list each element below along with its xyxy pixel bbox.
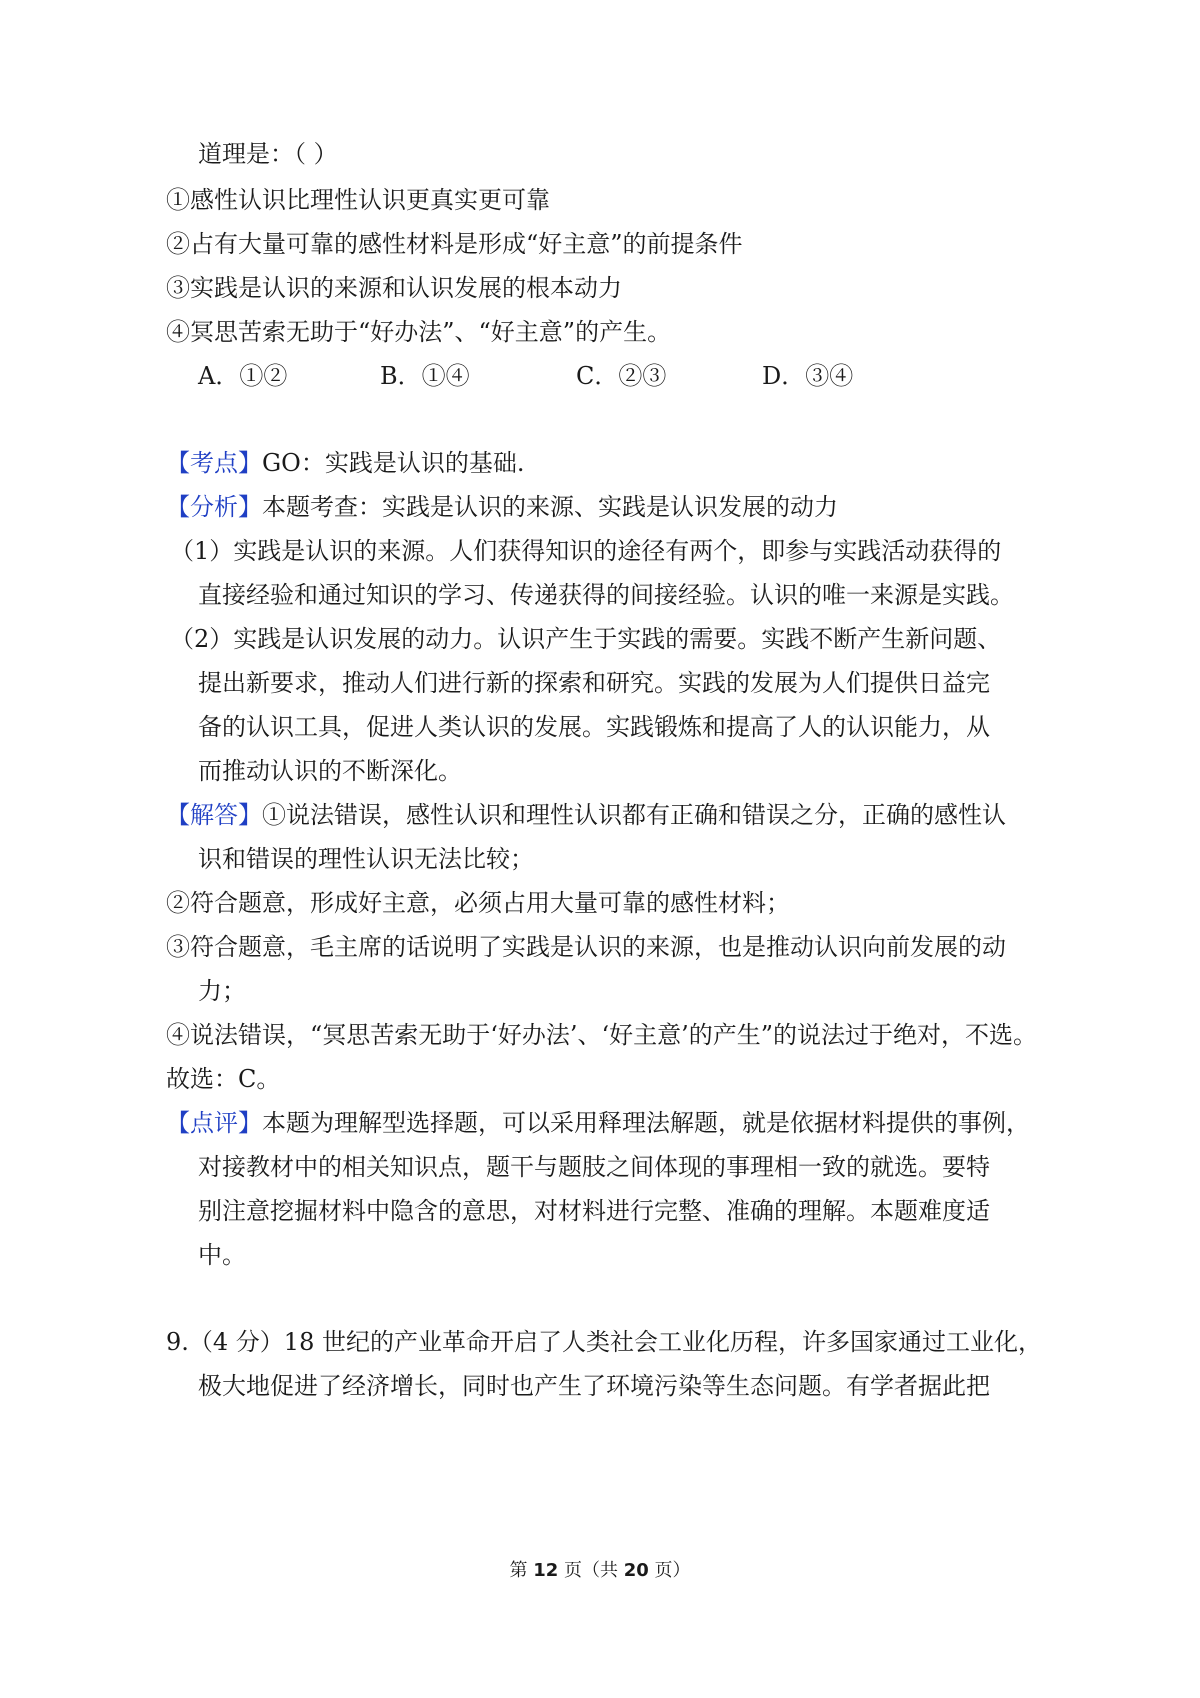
- jieda-paragraph-line: ③符合题意，毛主席的话说明了实践是认识的来源，也是推动认识向前发展的动: [166, 933, 1006, 961]
- kaodian-text: GO：实践是认识的基础.: [262, 449, 525, 477]
- next-question-line: 9.（4 分）18 世纪的产业革命开启了人类社会工业化历程，许多国家通过工业化，: [166, 1328, 1042, 1356]
- dianping-tag: 【点评】: [166, 1109, 262, 1137]
- statement-2: ②占有大量可靠的感性材料是形成“好主意”的前提条件: [166, 230, 743, 258]
- statement-1: ①感性认识比理性认识更真实更可靠: [166, 186, 550, 214]
- page-footer: [0, 1559, 1200, 1583]
- footer-prefix: 第: [509, 1560, 534, 1581]
- jieda-tag: 【解答】: [166, 801, 262, 829]
- kaodian-line: [166, 447, 524, 479]
- fenxi-text: 本题考查：实践是认识的来源、实践是认识发展的动力: [262, 493, 838, 521]
- jieda-paragraph-line: 识和错误的理性认识无法比较；: [198, 845, 534, 873]
- jieda-answer: 故选：C。: [166, 1065, 281, 1093]
- statement-3: ③实践是认识的来源和认识发展的根本动力: [166, 274, 622, 302]
- dianping-paragraph-line: 对接教材中的相关知识点，题干与题肢之间体现的事理相一致的就选。要特: [198, 1153, 990, 1181]
- jieda-text: ①说法错误，感性认识和理性认识都有正确和错误之分，正确的感性认: [262, 801, 1006, 829]
- fenxi-paragraph-line: （1）实践是认识的来源。人们获得知识的途径有两个，即参与实践活动获得的: [170, 537, 1002, 565]
- jieda-paragraph-line: 力；: [198, 977, 246, 1005]
- option-b: B．①④: [380, 362, 470, 390]
- option-c: C．②③: [576, 362, 667, 390]
- jieda-paragraph-line: ②符合题意，形成好主意，必须占用大量可靠的感性材料；: [166, 889, 790, 917]
- footer-middle: 页（共: [558, 1560, 624, 1581]
- fenxi-line: [166, 491, 838, 523]
- option-a: A．①②: [198, 362, 288, 390]
- dianping-paragraph-line: 别注意挖掘材料中隐含的意思，对材料进行完整、准确的理解。本题难度适: [198, 1197, 990, 1225]
- dianping-paragraph-line: 中。: [198, 1241, 246, 1269]
- statement-4: ④冥思苦索无助于“好办法”、“好主意”的产生。: [166, 318, 672, 346]
- jieda-line: [166, 799, 1006, 831]
- next-question-line: 极大地促进了经济增长，同时也产生了环境污染等生态问题。有学者据此把: [198, 1372, 990, 1400]
- fenxi-paragraph-line: 提出新要求，推动人们进行新的探索和研究。实践的发展为人们提供日益完: [198, 669, 990, 697]
- page-number: 12: [533, 1560, 559, 1581]
- fenxi-paragraph-line: 直接经验和通过知识的学习、传递获得的间接经验。认识的唯一来源是实践。: [198, 581, 1014, 609]
- fenxi-paragraph-line: 备的认识工具，促进人类认识的发展。实践锻炼和提高了人的认识能力，从: [198, 713, 990, 741]
- dianping-text: 本题为理解型选择题，可以采用释理法解题，就是依据材料提供的事例，: [262, 1109, 1030, 1137]
- fenxi-paragraph-line: （2）实践是认识发展的动力。认识产生于实践的需要。实践不断产生新问题、: [170, 625, 1002, 653]
- question-stem-tail: 道理是：（ ）: [198, 140, 338, 168]
- fenxi-paragraph-line: 而推动认识的不断深化。: [198, 757, 462, 785]
- kaodian-tag: 【考点】: [166, 449, 262, 477]
- page-total: 20: [623, 1560, 649, 1581]
- footer-suffix: 页）: [648, 1560, 691, 1581]
- option-d: D．③④: [762, 362, 854, 390]
- jieda-paragraph-line: ④说法错误，“冥思苦索无助于‘好办法’、‘好主意’的产生”的说法过于绝对，不选。: [166, 1021, 1038, 1049]
- fenxi-tag: 【分析】: [166, 493, 262, 521]
- dianping-line: [166, 1107, 1030, 1139]
